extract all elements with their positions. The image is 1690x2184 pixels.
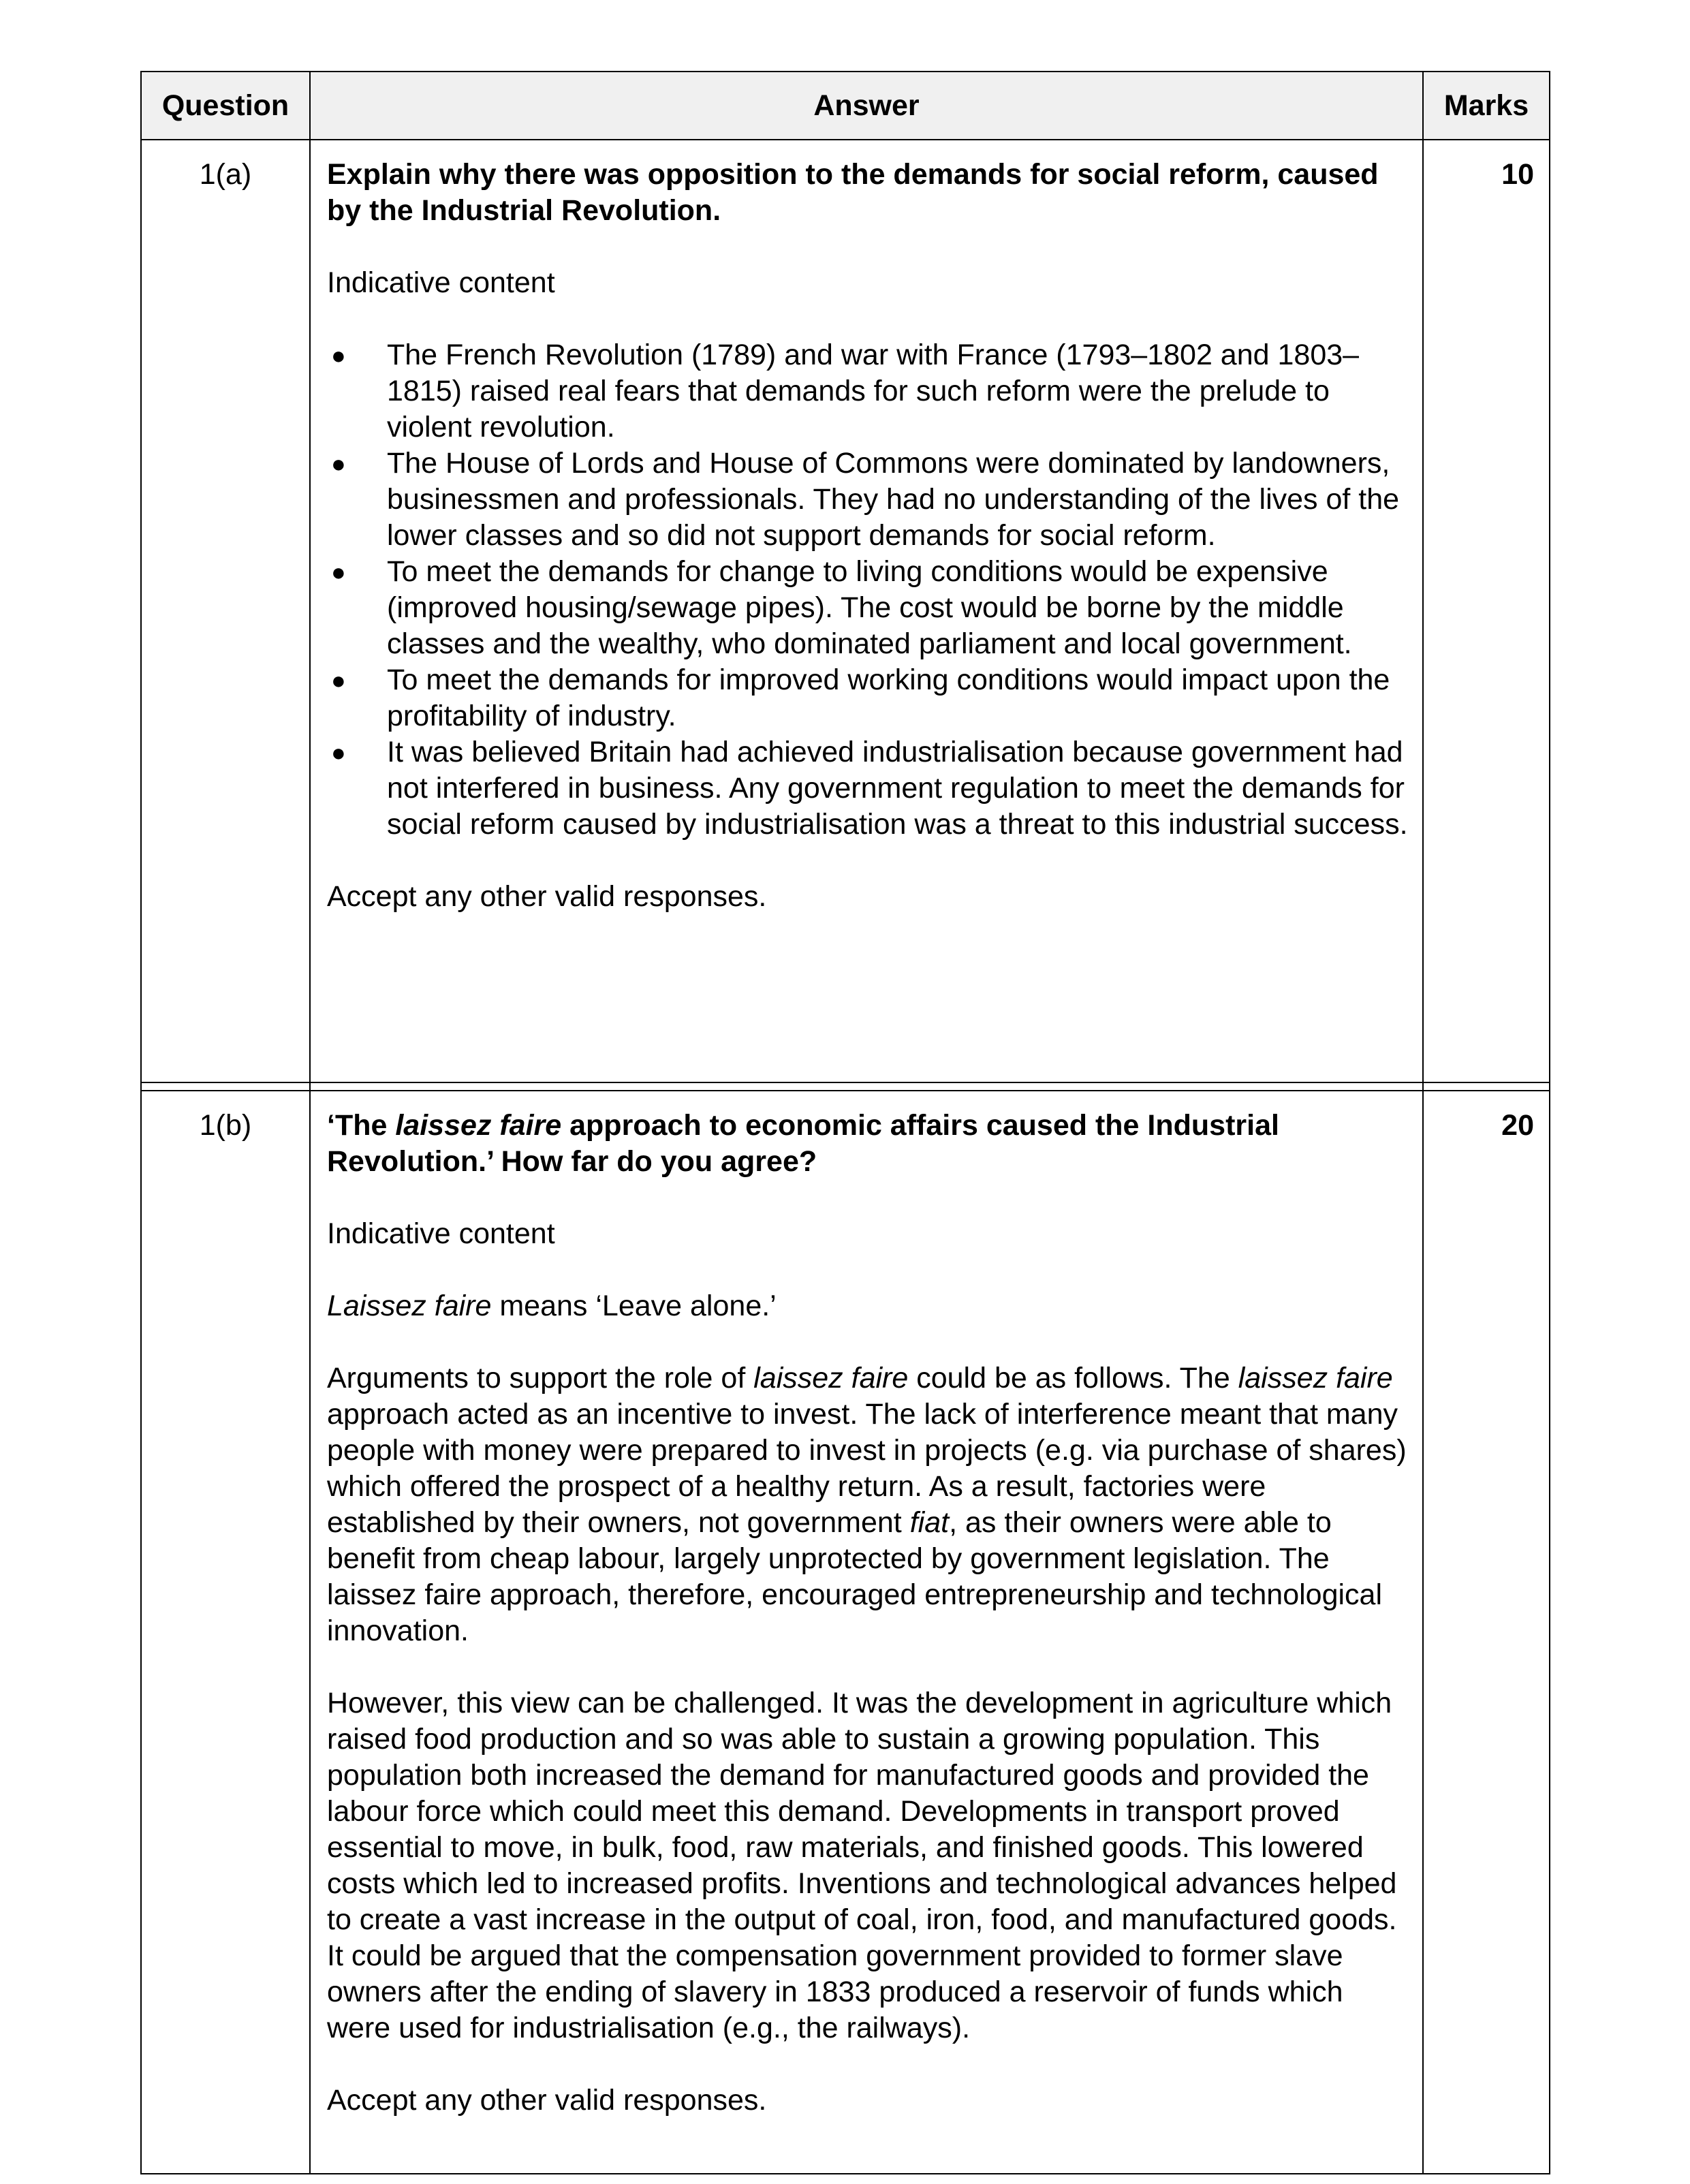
list-item: ● To meet the demands for improved working conditions would impact upon the profitability of industry. [331, 664, 1390, 732]
list-item: ● The French Revolution (1789) and war with France (1793–1802 and 1803–1815) raised real fears that demands for such reform were the prelude to violent revolution. [331, 339, 1360, 443]
table-header-row [142, 72, 1549, 140]
list-item: ● It was believed Britain had achieved industrialisation because government had not interfered in business. Any government regulation to meet the demands for social reform caused by industrialisation was a threat to this industrial success. [331, 736, 1408, 841]
bullet-icon: ● [331, 738, 346, 766]
question-number: 1(b) [142, 1091, 311, 2173]
bullet-icon: ● [331, 558, 346, 586]
table-row-1b [142, 1091, 1549, 2173]
definition: Laissez faire means ‘Leave alone.’ [327, 1290, 777, 1322]
indicative-content-label: Indicative content [327, 1217, 555, 1250]
marks-value: 20 [1501, 1109, 1534, 1142]
accept-note: Accept any other valid responses. [327, 880, 767, 913]
list-item: ● To meet the demands for change to living conditions would be expensive (improved housing/sewage pipes). The cost would be borne by the middle classes and the wealthy, who dominated parliament and local government. [331, 555, 1352, 660]
header-answer: Answer [311, 72, 1424, 139]
mark-scheme-table [140, 71, 1550, 2174]
bullet-icon: ● [331, 450, 346, 478]
header-marks: Marks [1443, 89, 1529, 122]
indicative-content-label: Indicative content [327, 266, 555, 299]
table-row-1a [142, 140, 1549, 1082]
row-divider [142, 1082, 1549, 1091]
question-prompt: Explain why there was opposition to the demands for social reform, caused by the Industrial Revolution. [327, 158, 1379, 227]
question-prompt: ‘The laissez faire approach to economic affairs caused the Industrial Revolution.’ How far do you agree? [327, 1109, 1279, 1178]
supporting-paragraph: Arguments to support the role of laissez faire could be as follows. The laissez faire approach acted as an incentive to invest. The lack of interference meant that many people with money were prepared to invest in projects (e.g. via purchase of shares) which offered the prospect of a healthy return. As a result, factories were established by their owners, not government fiat, as their owners were able to benefit from cheap labour, largely unprotected by government legislation. The laissez faire approach, therefore, encouraged entrepreneurship and technological innovation. [327, 1362, 1407, 1647]
answer-cell [311, 140, 1424, 1082]
question-number: 1(a) [142, 140, 311, 1082]
bullet-list [327, 337, 1409, 843]
marks-value: 10 [1501, 158, 1534, 191]
answer-cell [311, 1091, 1424, 2173]
list-item: ● The House of Lords and House of Commons were dominated by landowners, businessmen and professionals. They had no understanding of the lives of the lower classes and so did not support demands for social reform. [331, 447, 1400, 552]
bullet-icon: ● [331, 666, 346, 694]
bullet-icon: ● [331, 341, 346, 369]
accept-note: Accept any other valid responses. [327, 2084, 767, 2117]
header-question: Question [142, 72, 311, 139]
challenge-paragraph: However, this view can be challenged. It was the development in agriculture which raised food production and so was able to sustain a growing population. This population both increased the demand for manufactured goods and provided the labour force which could meet this demand. Developments in transport proved essential to move, in bulk, food, raw materials, and finished goods. This lowered costs which led to increased profits. Inventions and technological advances helped to create a vast increase in the output of coal, iron, food, and manufactured goods. It could be argued that the compensation government provided to former slave owners after the ending of slavery in 1833 produced a reservoir of funds which were used for industrialisation (e.g., the railways). [327, 1687, 1397, 2044]
